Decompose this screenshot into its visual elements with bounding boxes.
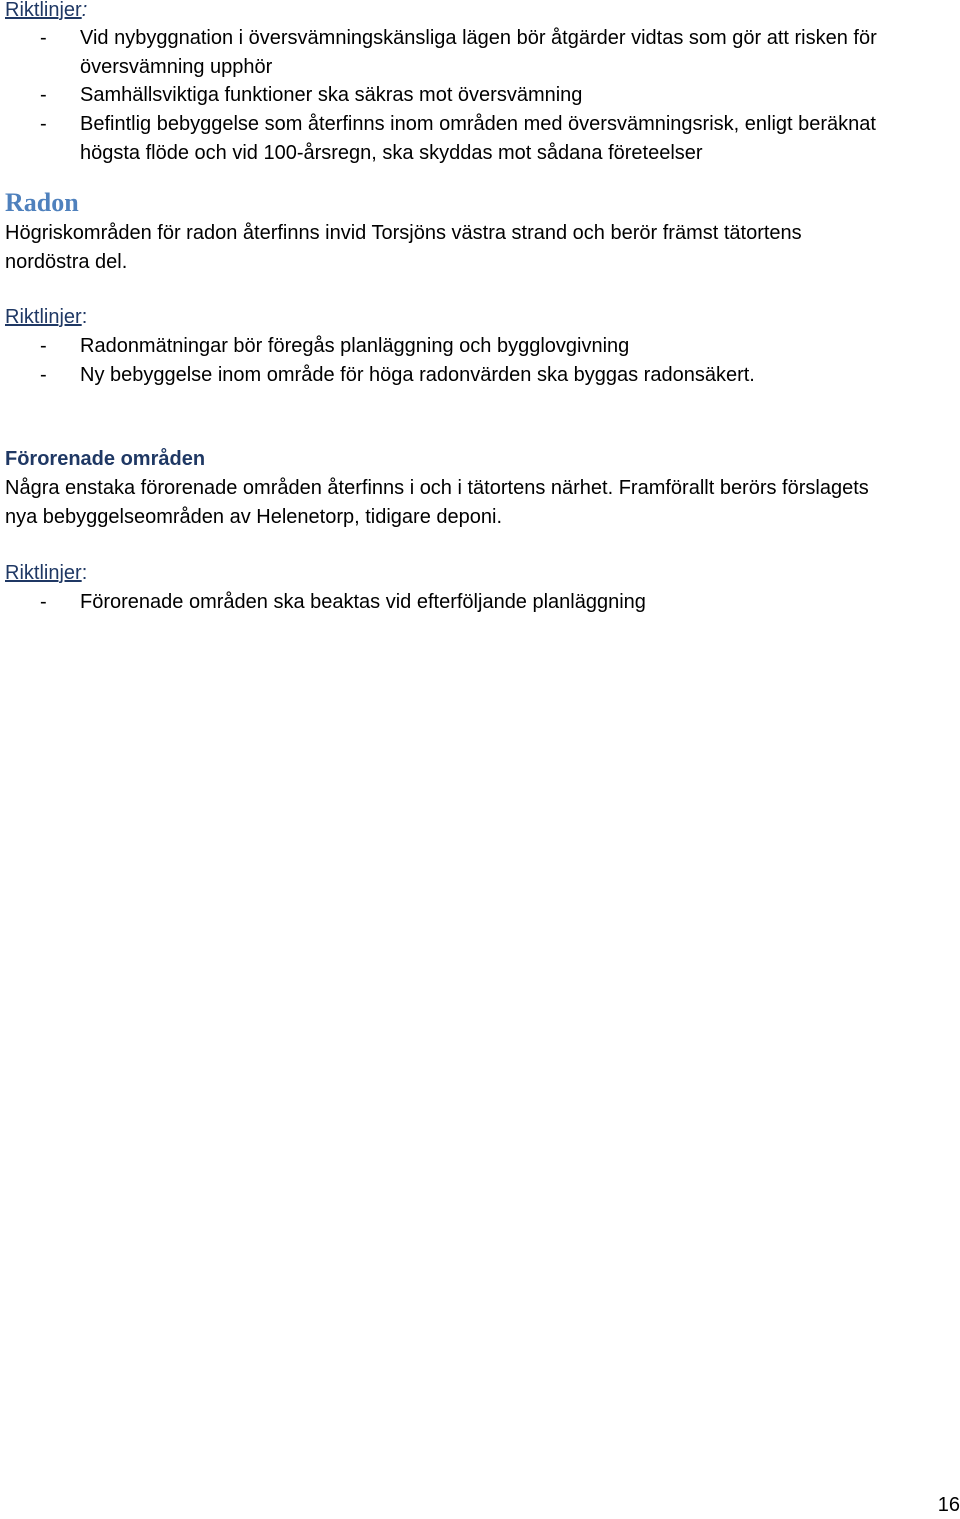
fororenade-paragraph-line: Några enstaka förorenade områden återfinns i och i tätortens närhet. Framförallt berörs förslagets <box>5 477 869 499</box>
bullet-dash: - <box>40 364 47 386</box>
bullet-text: Vid nybyggnation i översvämningskänsliga lägen bör åtgärder vidtas som gör att risken för <box>80 27 877 49</box>
page-number: 16 <box>937 1494 960 1516</box>
riktlinjer-heading-flooding: Riktlinjer: <box>5 0 88 21</box>
bullet-dash: - <box>40 591 47 613</box>
radon-paragraph-line: nordöstra del. <box>5 251 128 273</box>
bullet-dash: - <box>40 27 47 49</box>
bullet-dash: - <box>40 113 47 135</box>
bullet-text-continued: högsta flöde och vid 100-årsregn, ska skyddas mot sådana företeelser <box>80 142 703 164</box>
bullet-text: Ny bebyggelse inom område för höga radonvärden ska byggas radonsäkert. <box>80 364 755 386</box>
bullet-text: Förorenade områden ska beaktas vid efterföljande planläggning <box>80 591 646 613</box>
riktlinjer-heading-radon: Riktlinjer: <box>5 306 88 328</box>
bullet-text-continued: översvämning upphör <box>80 56 273 78</box>
bullet-dash: - <box>40 84 47 106</box>
bullet-text: Radonmätningar bör föregås planläggning och bygglovgivning <box>80 335 630 357</box>
bullet-dash: - <box>40 335 47 357</box>
fororenade-paragraph-line: nya bebyggelseområden av Helenetorp, tidigare deponi. <box>5 506 503 528</box>
radon-heading: Radon <box>5 188 79 217</box>
bullet-text: Samhällsviktiga funktioner ska säkras mot översvämning <box>80 84 583 106</box>
bullet-text: Befintlig bebyggelse som återfinns inom områden med översvämningsrisk, enligt beräknat <box>80 113 876 135</box>
fororenade-heading: Förorenade områden <box>5 448 206 470</box>
radon-paragraph-line: Högriskområden för radon återfinns invid Torsjöns västra strand och berör främst tätortens <box>5 222 802 244</box>
riktlinjer-heading-fororenade: Riktlinjer: <box>5 562 88 584</box>
